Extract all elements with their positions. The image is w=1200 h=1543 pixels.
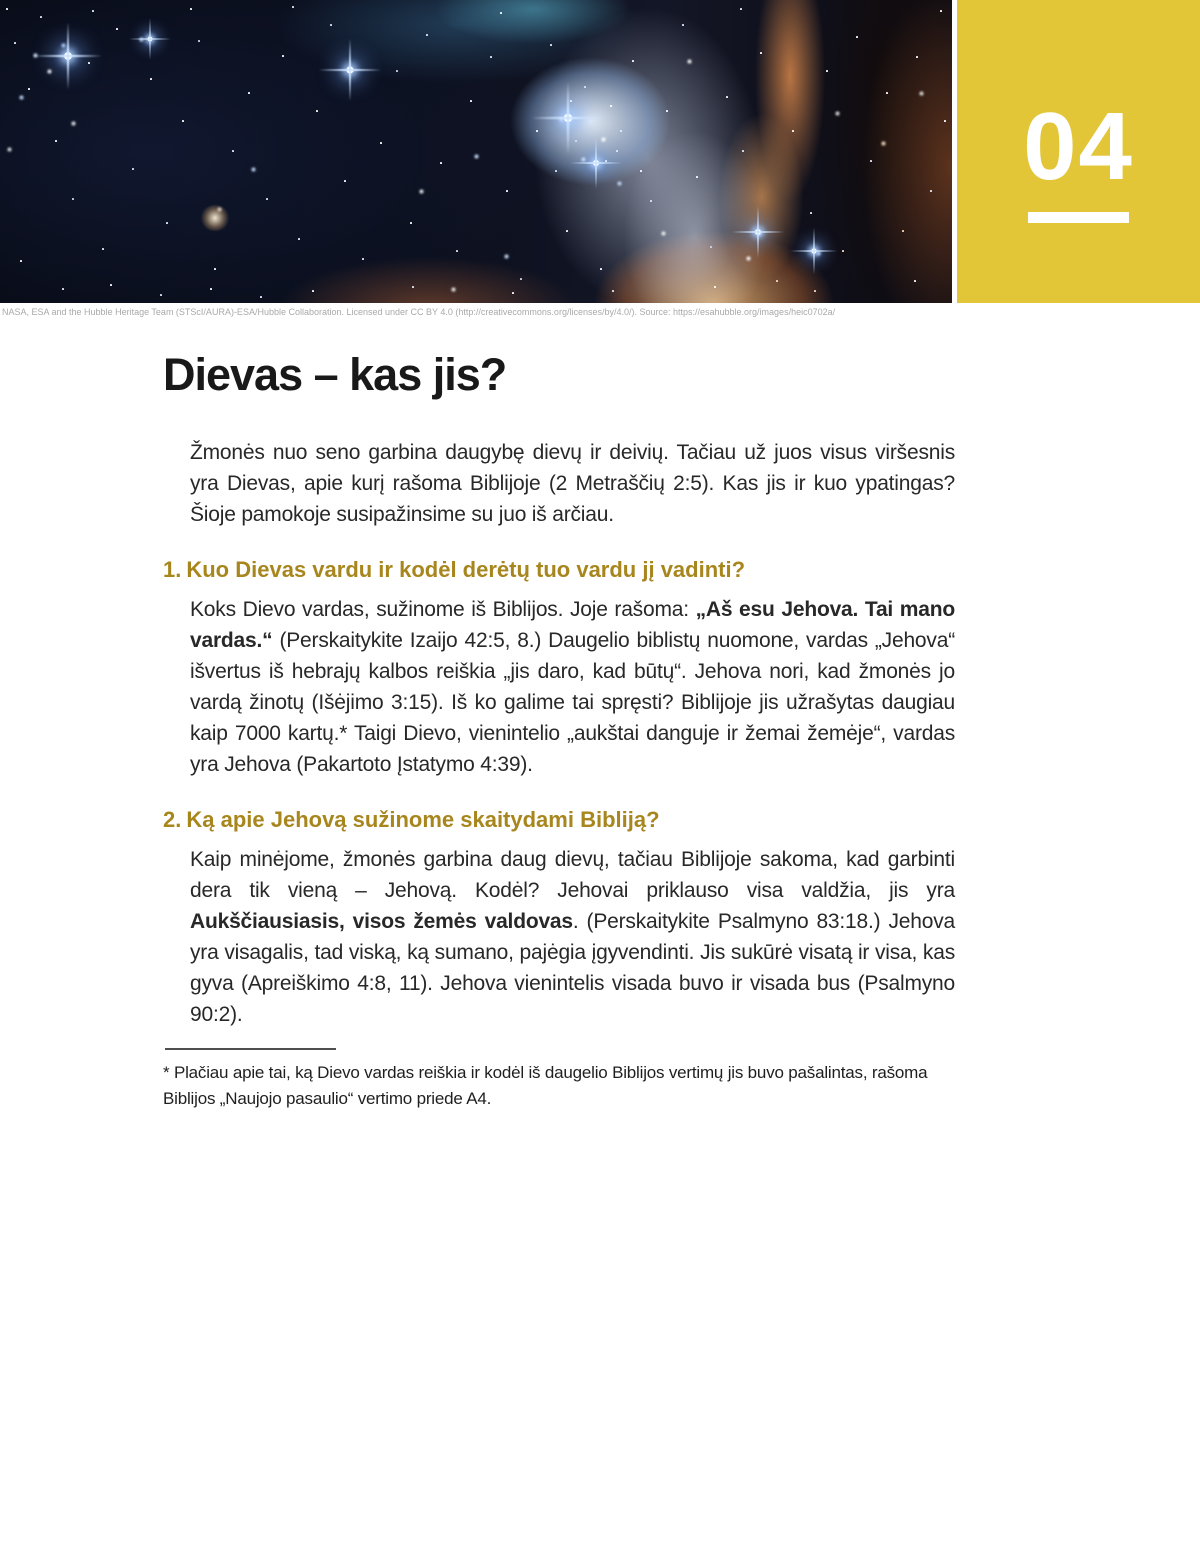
study-paragraph-1 — [163, 594, 955, 780]
paragraph-text: (Perskaitykite Izaijo 42:5, 8.) Daugelio biblistų nuomone, vardas „Jehova“ išvertus iš hebrajų kalbos reiškia „jis daro, kad būtų“. Jehova nori, kad žmonės jo vardą žinotų (Išėjimo 3:15). Iš ko galime tai spręsti? Biblijoje jis užrašytas daugiau kaip 7000 kartų.* Taigi Dievo, vienintelio „aukštai danguje ir žemai žemėje“, vardas yra Jehova (Pakartoto Įstatymo 4:39). — [190, 629, 955, 776]
bright-star — [64, 52, 72, 60]
starfield-medium — [0, 0, 3, 3]
lesson-number: 04 — [1023, 92, 1134, 200]
question-heading-1 — [163, 555, 955, 585]
question-number: 2. — [163, 807, 182, 832]
footnote: * Plačiau apie tai, ką Dievo vardas reiškia ir kodėl iš daugelio Biblijos vertimų jis buvo pašalintas, rašoma Biblijos „Naujojo pasaulio“ vertimo priede A4. — [163, 1063, 928, 1108]
paragraph-text: . (Perskaitykite Psalmyno 83:18.) Jehova yra visagalis, tad viską, ką sumano, pajėgia įgyvendinti. Jis sukūrė visatą ir visa, kas gyva (Apreiškimo 4:8, 11). Jehova vienintelis visada buvo ir visada bus (Psalmyno 90:2). — [190, 910, 955, 1026]
spiral-galaxy — [200, 205, 230, 231]
bright-star — [346, 66, 353, 73]
bright-star — [755, 229, 761, 235]
question-number: 1. — [163, 557, 182, 582]
hero-row — [0, 0, 1200, 303]
lesson-number-underline — [1028, 212, 1129, 223]
question-heading-2 — [163, 805, 955, 835]
intro-paragraph: Žmonės nuo seno garbina daugybę dievų ir deivių. Tačiau už juos visus viršesnis yra Dievas, apie kurį rašoma Biblijoje (2 Metraščių 2:5). Kas jis ir kuo ypatingas? Šioje pamokoje susipažinsime su juo iš arčiau. — [190, 441, 955, 526]
bright-star — [811, 248, 816, 253]
question-text: Ką apie Jehovą sužinome skaitydami Bibliją? — [186, 807, 660, 832]
paragraph-text: Kaip minėjome, žmonės garbina daug dievų, tačiau Biblijoje sakoma, kad garbinti dera tik vieną – Jehovą. Kodėl? Jehovai priklauso visa valdžia, jis yra — [190, 848, 955, 902]
article — [163, 351, 955, 1112]
bright-star — [564, 114, 572, 122]
page-title: Dievas – kas jis? — [163, 349, 507, 400]
paragraph-bold-text: Aukščiausiasis, visos žemės valdovas — [190, 910, 573, 933]
study-paragraph-2 — [163, 844, 955, 1030]
hero-image — [0, 0, 952, 303]
paragraph-text: Koks Dievo vardas, sužinome iš Biblijos. Joje rašoma: — [190, 598, 696, 621]
paragraph-bold-text: „Aš esu Jehova. Tai mano vardas.“ — [190, 598, 955, 652]
question-text: Kuo Dievas vardu ir kodėl derėtų tuo vardu jį vadinti? — [186, 557, 746, 582]
footnote-rule — [165, 1048, 336, 1050]
lesson-number-badge — [957, 0, 1200, 303]
bright-star — [148, 37, 153, 42]
bright-star — [593, 160, 599, 166]
image-credit: NASA, ESA and the Hubble Heritage Team (STScI/AURA)-ESA/Hubble Collaboration. Licensed under CC BY 4.0 (http://creativecommons.org/licenses/by/4.0/). Source: https://esahubble.org/images/heic0702a/ — [2, 307, 836, 317]
